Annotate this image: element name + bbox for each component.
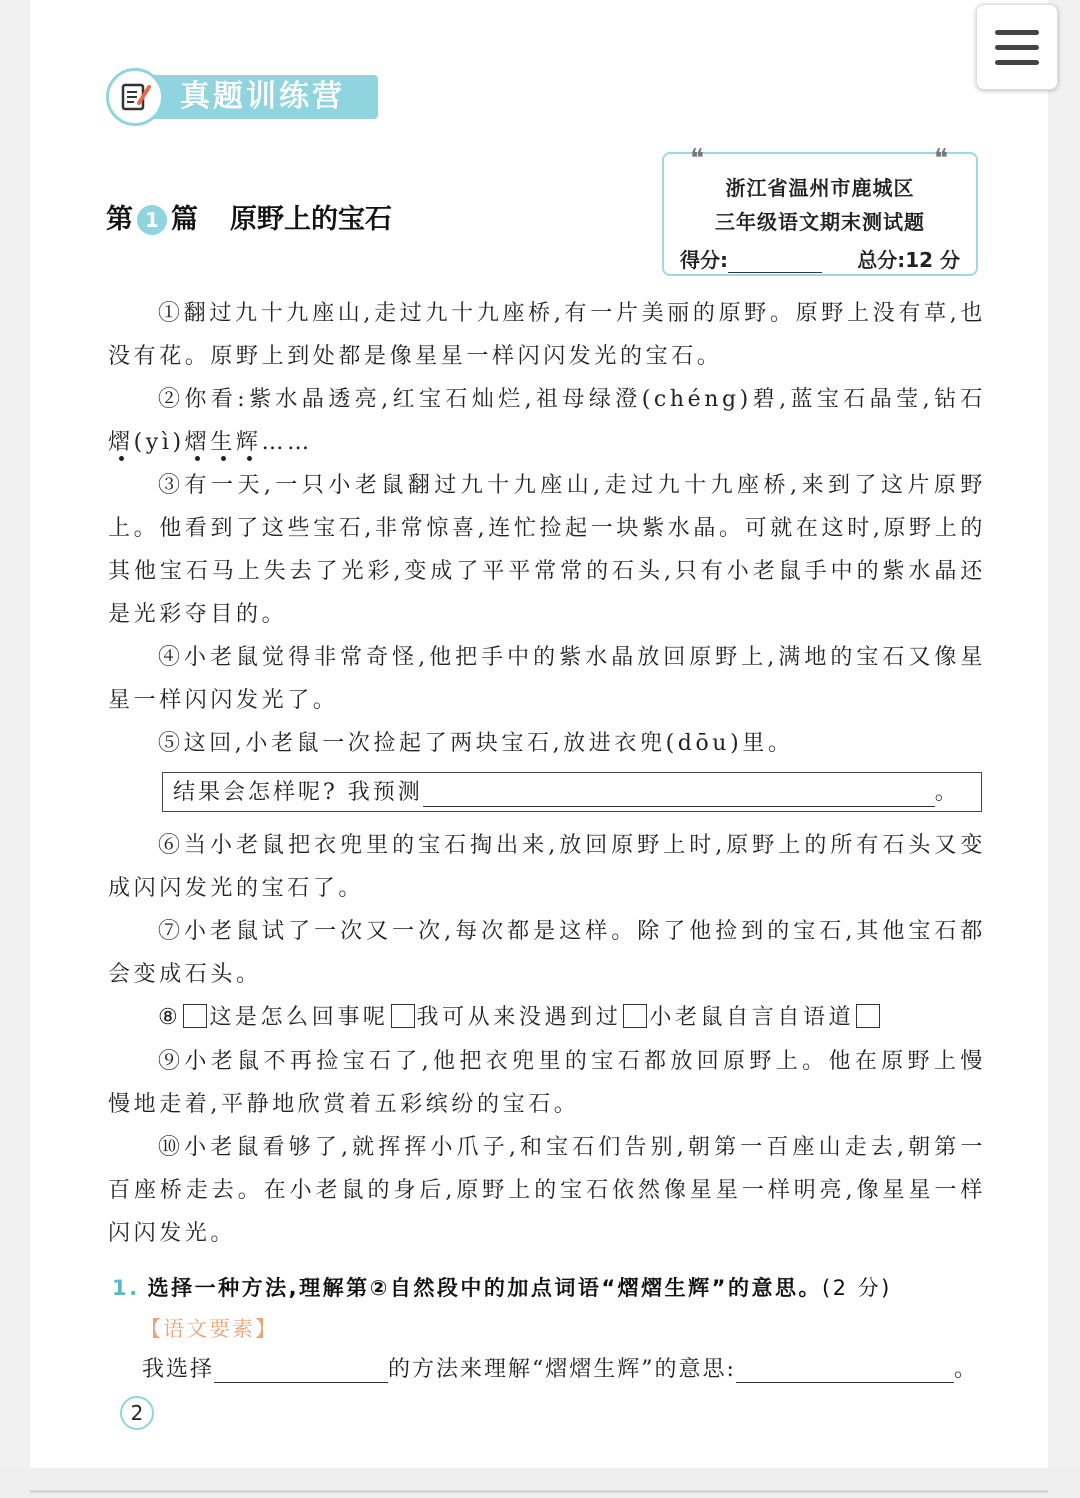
answer-text-a: 我选择: [142, 1357, 215, 1382]
answer-line: [142, 1352, 978, 1388]
source-region: 浙江省温州市鹿城区: [725, 176, 915, 200]
paragraph-8-text-a: 这是怎么回事呢: [209, 1005, 389, 1030]
edit-notebook-icon: [106, 68, 164, 126]
title-number-badge: 1: [137, 205, 167, 235]
dotted-char: 生: [210, 430, 236, 455]
paragraph-8-number: ⑧: [158, 1005, 182, 1030]
question-tag: 【语文要素】: [140, 1317, 278, 1341]
paragraph-6: ⑥当小老鼠把衣兜里的宝石掏出来,放回原野上时,原野上的所有石头又变成闪闪发光的宝石了。: [108, 833, 986, 901]
scroll-indicator: [30, 1490, 1048, 1493]
title-name: 原野上的宝石: [230, 204, 392, 235]
paragraph-2-text: ②你看:紫水晶透亮,红宝石灿烂,祖母绿澄(chéng)碧,蓝宝石晶莹,钻石: [158, 387, 986, 412]
paragraph-8-text-c: 小老鼠自言自语道: [649, 1005, 855, 1030]
passage-title: [106, 198, 392, 242]
score-label: 得分:: [680, 248, 728, 272]
hamburger-menu-icon: [995, 30, 1039, 35]
paragraph-10: ⑩小老鼠看够了,就挥挥小爪子,和宝石们告别,朝第一百座山走去,朝第一百座桥走去。在小老鼠的身后,原野上的宝石依然像星星一样明亮,像星星一样闪闪发光。: [108, 1135, 986, 1246]
paragraph-9: ⑨小老鼠不再捡宝石了,他把衣兜里的宝石都放回原野上。他在原野上慢慢地走着,平静地欣赏着五彩缤纷的宝石。: [108, 1049, 986, 1117]
prediction-label: 结果会怎样呢? 我预测: [173, 780, 423, 805]
prediction-end: 。: [934, 780, 960, 805]
quote-mark-icon: ❝: [934, 144, 948, 174]
punctuation-blank[interactable]: [856, 1004, 880, 1028]
punctuation-blank[interactable]: [623, 1004, 647, 1028]
banner-title: 真题训练营: [180, 79, 345, 114]
paragraph-2: [108, 378, 986, 464]
answer-end: 。: [953, 1357, 978, 1382]
meaning-blank[interactable]: [736, 1358, 954, 1383]
bottom-bar: [0, 1468, 1080, 1498]
paragraph-8-text-b: 我可从来没遇到过: [416, 1005, 622, 1030]
question-1: [112, 1268, 892, 1308]
ellipsis: ……: [261, 430, 313, 455]
dotted-char: 辉: [235, 430, 262, 455]
score-blank[interactable]: [728, 254, 822, 273]
total-score: 总分:12 分: [857, 248, 960, 272]
question-number: 1.: [112, 1276, 140, 1300]
section-banner: [106, 68, 378, 126]
prediction-box: [162, 772, 982, 812]
pinyin: (yì): [133, 430, 185, 455]
source-box: [662, 144, 978, 276]
page-number: 2: [120, 1396, 154, 1430]
paragraph-5: ⑤这回,小老鼠一次捡起了两块宝石,放进衣兜(dōu)里。: [158, 731, 794, 756]
score-field: [680, 244, 822, 273]
paragraph-8: [108, 996, 986, 1039]
hamburger-menu-icon-line: [995, 60, 1039, 65]
paragraph-3: ③有一天,一只小老鼠翻过九十九座山,走过九十九座桥,来到了这片原野上。他看到了这些宝石,非常惊喜,连忙捡起一块紫水晶。可就在这时,原野上的其他宝石马上失去了光彩,变成了平平常常的石头,只有小老鼠手中的紫水晶还是光彩夺目的。: [108, 473, 986, 627]
punctuation-blank[interactable]: [183, 1004, 207, 1028]
method-blank[interactable]: [214, 1358, 388, 1383]
question-score: (2 分): [821, 1276, 892, 1300]
title-suffix: 篇: [171, 204, 198, 235]
menu-button[interactable]: [976, 4, 1058, 90]
punctuation-blank[interactable]: [391, 1004, 415, 1028]
paragraph-1: ①翻过九十九座山,走过九十九座桥,有一片美丽的原野。原野上没有草,也没有花。原野上到处都是像星星一样闪闪发光的宝石。: [108, 301, 986, 369]
source-exam: 三年级语文期末测试题: [715, 210, 925, 234]
dotted-char: 熠: [184, 430, 211, 455]
hamburger-menu-icon-line: [995, 45, 1039, 50]
title-prefix: 第: [106, 204, 133, 235]
paragraph-7: ⑦小老鼠试了一次又一次,每次都是这样。除了他捡到的宝石,其他宝石都会变成石头。: [108, 919, 986, 987]
dotted-char: 熠: [108, 430, 134, 455]
answer-text-b: 的方法来理解“熠熠生辉”的意思:: [388, 1357, 736, 1382]
question-text: 选择一种方法,理解第②自然段中的加点词语“熠熠生辉”的意思。: [147, 1276, 822, 1300]
prediction-blank[interactable]: [423, 780, 935, 807]
paragraph-4: ④小老鼠觉得非常奇怪,他把手中的紫水晶放回原野上,满地的宝石又像星星一样闪闪发光了。: [108, 645, 986, 713]
quote-mark-icon: ❝: [690, 144, 704, 174]
